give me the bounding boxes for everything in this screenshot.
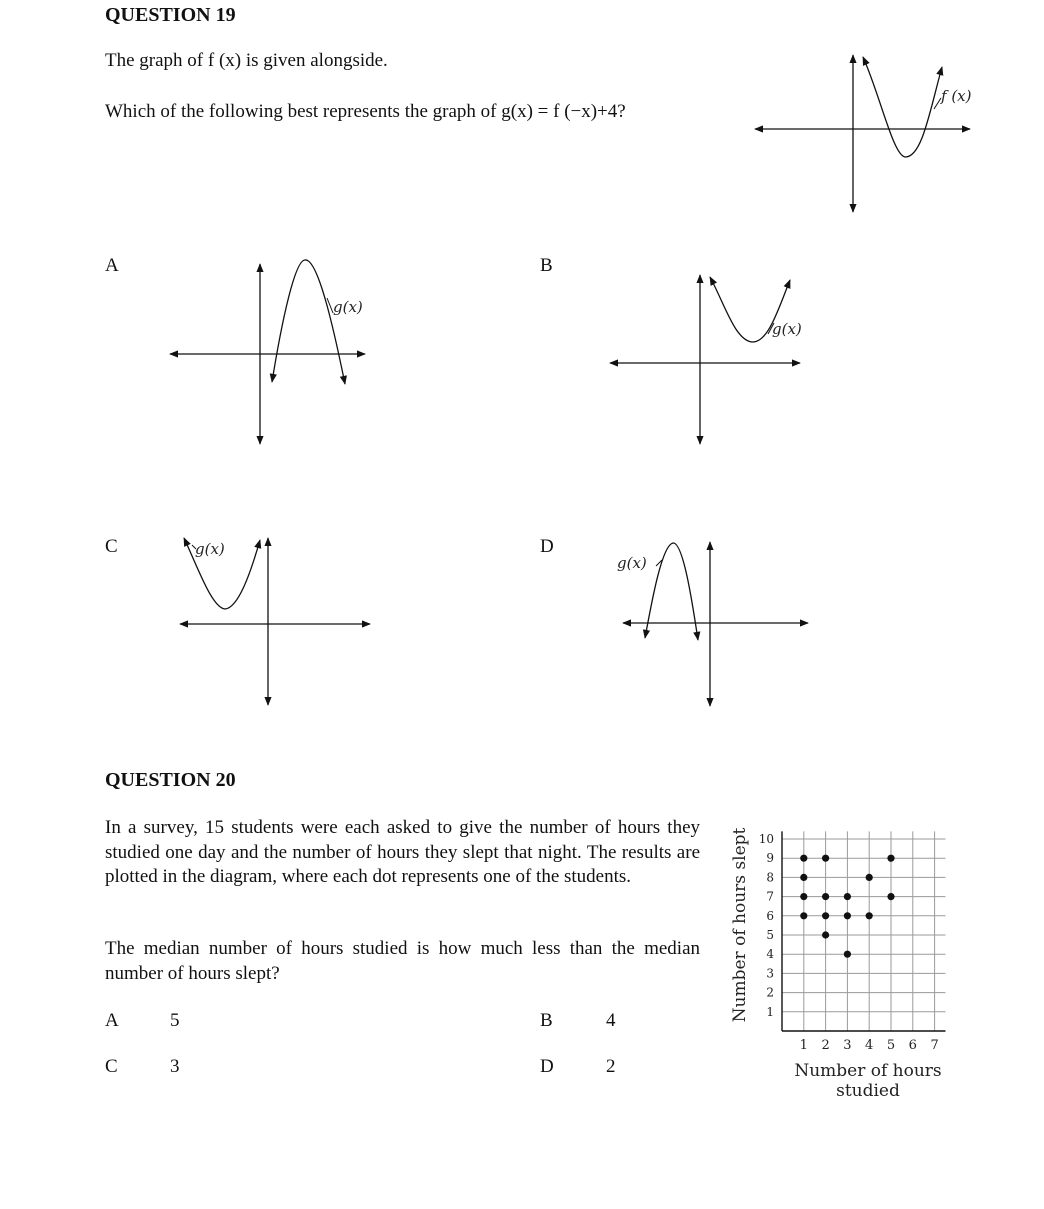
q20-paragraph-2: The median number of hours studied is how much less than the median number of hours slept?: [105, 938, 700, 984]
x-tick-label: 3: [843, 1038, 852, 1053]
option-d-label: g(x): [617, 554, 647, 572]
q20-option-b-value[interactable]: 4: [606, 1010, 616, 1031]
option-b-letter[interactable]: B: [540, 255, 553, 276]
data-point: [822, 912, 829, 919]
q19-intro: The graph of f (x) is given alongside.: [105, 50, 388, 71]
x-tick-label: 1: [799, 1038, 808, 1053]
data-point: [800, 912, 807, 919]
x-tick-label: 6: [908, 1038, 917, 1053]
q20-option-d-letter[interactable]: D: [540, 1056, 554, 1077]
q20-option-c-letter[interactable]: C: [105, 1056, 118, 1077]
option-a-letter[interactable]: A: [105, 255, 119, 276]
scatter-chart: [720, 815, 980, 1115]
y-tick-label: 6: [766, 908, 774, 923]
data-point: [887, 893, 894, 900]
option-c-label: g(x): [195, 540, 225, 558]
data-point: [822, 893, 829, 900]
x-tick-label: 5: [886, 1038, 896, 1053]
data-point: [800, 855, 807, 862]
q19-question: Which of the following best represents the graph of g(x) = f (−x)+4?: [105, 101, 626, 122]
q20-option-a-letter[interactable]: A: [105, 1010, 119, 1031]
data-point: [887, 855, 894, 862]
data-point: [822, 931, 829, 938]
option-b-label: g(x): [772, 320, 802, 338]
x-tick-label: 7: [930, 1038, 939, 1053]
option-d-graph[interactable]: [610, 535, 830, 715]
fx-curve: [863, 57, 942, 157]
option-d-letter[interactable]: D: [540, 536, 554, 557]
q20-option-d-value[interactable]: 2: [606, 1056, 616, 1077]
y-tick-label: 2: [766, 985, 774, 1000]
x-axis-label-line1: Number of hours: [794, 1061, 942, 1081]
data-point: [844, 951, 851, 958]
y-tick-label: 8: [766, 870, 774, 885]
data-point: [800, 893, 807, 900]
y-axis-label: Number of hours slept: [730, 827, 750, 1023]
y-tick-label: 7: [766, 889, 774, 904]
q20-paragraph-1: In a survey, 15 students were each asked to give the number of hours they studied one day and the number of hours they slept that night. The results are plotted in the diagram, where each dot represents one of the students.: [105, 817, 700, 887]
q20-option-b-letter[interactable]: B: [540, 1010, 553, 1031]
q19-heading: QUESTION 19: [105, 4, 236, 26]
option-c-graph[interactable]: [170, 530, 390, 710]
q20-heading: QUESTION 20: [105, 769, 236, 791]
data-point: [844, 912, 851, 919]
option-a-graph[interactable]: [165, 255, 385, 455]
data-point: [844, 893, 851, 900]
y-tick-label: 5: [766, 928, 774, 942]
y-tick-label: 9: [766, 851, 774, 866]
y-tick-label: 4: [766, 947, 774, 962]
y-tick-label: 3: [766, 966, 774, 981]
y-tick-label: 10: [758, 832, 774, 846]
x-tick-label: 4: [865, 1038, 874, 1053]
x-axis-label-line2: studied: [836, 1081, 900, 1101]
x-tick-label: 2: [821, 1038, 830, 1053]
q20-option-c-value[interactable]: 3: [170, 1056, 180, 1077]
fx-label: f (x): [941, 87, 972, 105]
option-b-graph[interactable]: [605, 265, 825, 465]
data-point: [800, 874, 807, 881]
data-point: [866, 874, 873, 881]
data-point: [866, 912, 873, 919]
q20-option-a-value[interactable]: 5: [170, 1010, 180, 1031]
option-c-letter[interactable]: C: [105, 536, 118, 557]
data-point: [822, 855, 829, 862]
fx-graph: [750, 50, 980, 220]
y-tick-label: 1: [766, 1004, 774, 1019]
option-a-label: g(x): [333, 298, 363, 316]
